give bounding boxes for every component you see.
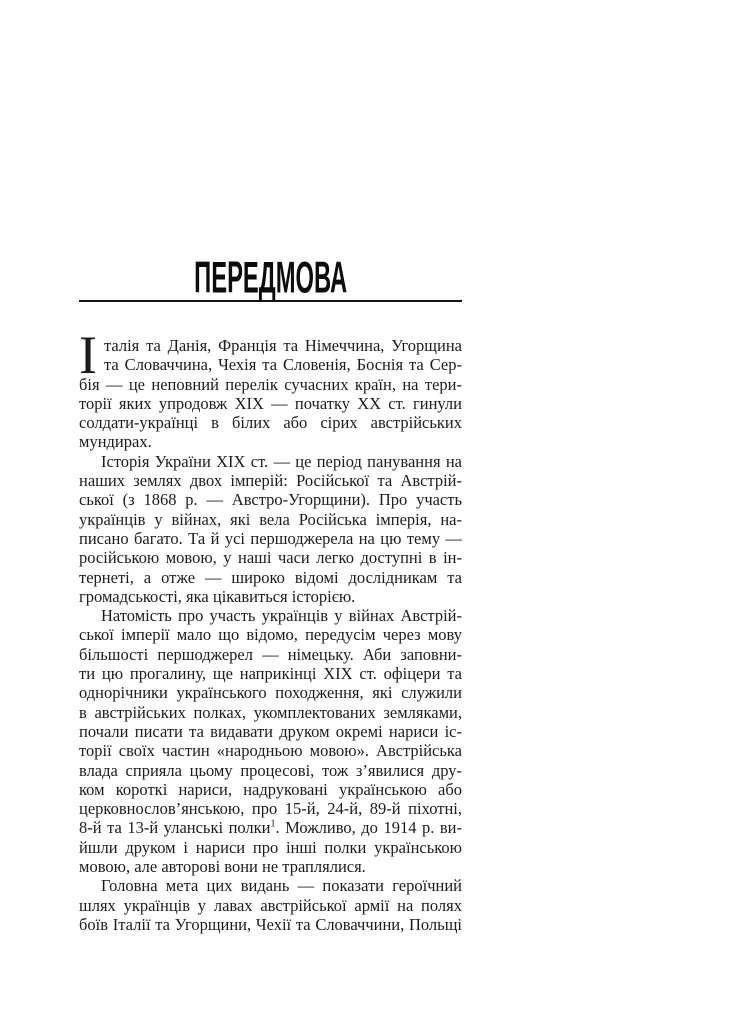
text-line: російською мовою, у наші часи легко доступні в ін- bbox=[79, 548, 462, 568]
text-line: бія — це неповний перелік сучасних країн, на тери- bbox=[79, 374, 462, 394]
text-line: Історія України XIX ст. — це період панування на bbox=[101, 451, 462, 471]
text-line: почали писати та видавати друком окремі нариси іс- bbox=[79, 721, 462, 741]
paragraph-4 bbox=[79, 876, 462, 934]
text-line: йшли друком і нариси про інші полки українською bbox=[79, 837, 462, 857]
paragraph-3 bbox=[79, 606, 462, 876]
text-line: ської (з 1868 р. — Австро-Угорщини). Про участь bbox=[79, 490, 462, 510]
text-line: ської імперії мало що відомо, передусім через мову bbox=[79, 625, 462, 645]
text-line: мовою, але авторові вони не траплялися. bbox=[79, 857, 366, 877]
text-line: торії яких упродовж XIX — початку XX ст. гинули bbox=[79, 393, 462, 413]
text-line: Головна мета цих видань — показати героїчний bbox=[101, 876, 462, 896]
text-line: писано багато. Та й усі першоджерела на цю тему — bbox=[79, 528, 462, 548]
text-line: шлях українців у лавах австрійської армії на полях bbox=[79, 895, 462, 915]
text-line: тернеті, а отже — широко відомі дослідникам та bbox=[79, 567, 462, 587]
text-line: мундирах. bbox=[79, 432, 152, 452]
text-block bbox=[79, 0, 462, 934]
text-line: церковнослов’янською, про 15-й, 24-й, 89-й піхотні, bbox=[79, 799, 462, 819]
text-line: боїв Італії та Угорщини, Чехії та Словаччини, Польщі bbox=[79, 914, 462, 934]
text-line: громадськості, яка цікавиться історією. bbox=[79, 586, 356, 606]
text-before-footnote: 8-й та 13-й уланські полки bbox=[79, 818, 271, 838]
drop-cap: І bbox=[79, 325, 97, 385]
text-line: Натомість про участь українців у війнах Австрій- bbox=[101, 606, 462, 626]
text-line: ком короткі нариси, надруковані українською або bbox=[79, 779, 462, 799]
title-wrap bbox=[79, 252, 462, 303]
text-line: солдати-українці в білих або сірих австрійських bbox=[79, 413, 462, 433]
text-line: українців у війнах, які вела Російська імперія, на- bbox=[79, 509, 462, 529]
chapter-title: ПЕРЕДМОВА bbox=[194, 252, 347, 303]
text-line: влада сприяла цьому процесові, тож з’явилися дру- bbox=[79, 760, 462, 780]
paragraph-1 bbox=[79, 325, 462, 452]
text-line-with-footnote bbox=[79, 818, 462, 837]
body-text bbox=[79, 325, 462, 934]
footnote-marker: 1 bbox=[270, 818, 276, 830]
text-line: однорічники українського походження, які служили bbox=[79, 683, 462, 703]
paragraph-2 bbox=[79, 452, 462, 606]
text-line: торії своїх частин «народньою мовою». Австрійська bbox=[79, 741, 462, 761]
text-line: та Словаччина, Чехія та Словенія, Боснія та Сер- bbox=[103, 355, 462, 375]
text-line: більшості першоджерел — німецьку. Аби заповни- bbox=[79, 644, 462, 664]
text-line: талія та Данія, Франція та Німеччина, Угорщина bbox=[103, 336, 462, 355]
text-line: ти цю прогалину, ще наприкінці XIX ст. офіцери та bbox=[79, 664, 462, 684]
text-line: в австрійських полках, укомплектованих земляками, bbox=[79, 702, 462, 722]
text-line: наших землях двох імперій: Російської та Австрій- bbox=[79, 471, 462, 491]
text-after-footnote: . Можливо, до 1914 р. ви- bbox=[275, 818, 462, 838]
